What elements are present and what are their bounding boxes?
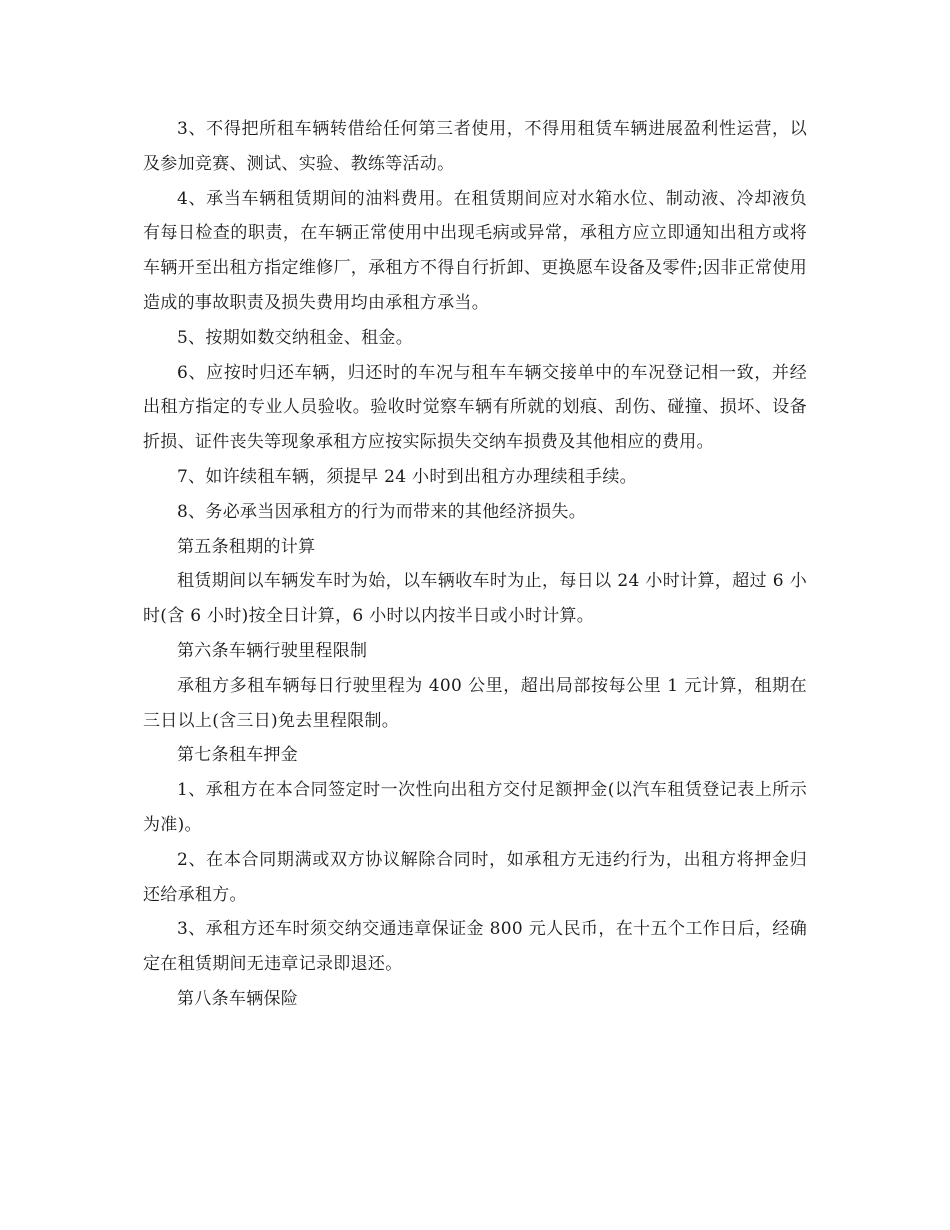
paragraph: 7、如许续租车辆，须提早 24 小时到出租方办理续租手续。: [177, 466, 637, 487]
paragraph: 4、承当车辆租赁期间的油料费用。在租赁期间应对水箱水位、制动液、冷却液负有每日检查的职责，在车辆正常使用中出现毛病或异常，承租方应立即通知出租方或将车辆开至出租方指定维修厂，承租方不得自行折卸、更换愿车设备及零件;因非正常使用造成的事故职责及损失费用均由承租方承当。: [143, 188, 807, 313]
paragraph: 2、在本合同期满或双方协议解除合同时，如承租方无违约行为，出租方将押金归还给承租方。: [143, 849, 807, 905]
paragraph: 3、承租方还车时须交纳交通违章保证金 800 元人民币，在十五个工作日后，经确定在租赁期间无违章记录即退还。: [143, 919, 807, 975]
paragraph: 3、不得把所租车辆转借给任何第三者使用，不得用租赁车辆进展盈利性运营，以及参加竞赛、测试、实验、教练等活动。: [143, 119, 807, 174]
paragraph: 8、务必承当因承租方的行为而带来的其他经济损失。: [177, 501, 587, 522]
paragraph: 承租方多租车辆每日行驶里程为 400 公里，超出局部按每公里 1 元计算，租期在三日以上(含三日)免去里程限制。: [143, 675, 807, 731]
section-heading: 第六条车辆行驶里程限制: [177, 640, 368, 661]
document-body: [143, 112, 807, 1017]
paragraph: 5、按期如数交纳租金、租金。: [177, 327, 414, 348]
paragraph: 1、承租方在本合同签定时一次性向出租方交付足额押金(以汽车租赁登记表上所示为准)。: [143, 780, 807, 835]
paragraph: 6、应按时归还车辆，归还时的车况与租车车辆交接单中的车况登记相一致，并经出租方指定的专业人员验收。验收时觉察车辆有所就的划痕、刮伤、碰撞、损坏、设备折损、证件丧失等现象承租方应按实际损失交纳车损费及其他相应的费用。: [143, 362, 807, 453]
paragraph: 租赁期间以车辆发车时为始，以车辆收车时为止，每日以 24 小时计算，超过 6 小时(含 6 小时)按全日计算，6 小时以内按半日或小时计算。: [143, 571, 807, 627]
section-heading: 第五条租期的计算: [177, 536, 316, 557]
section-heading: 第七条租车押金: [177, 745, 299, 766]
section-heading: 第八条车辆保险: [177, 988, 299, 1009]
